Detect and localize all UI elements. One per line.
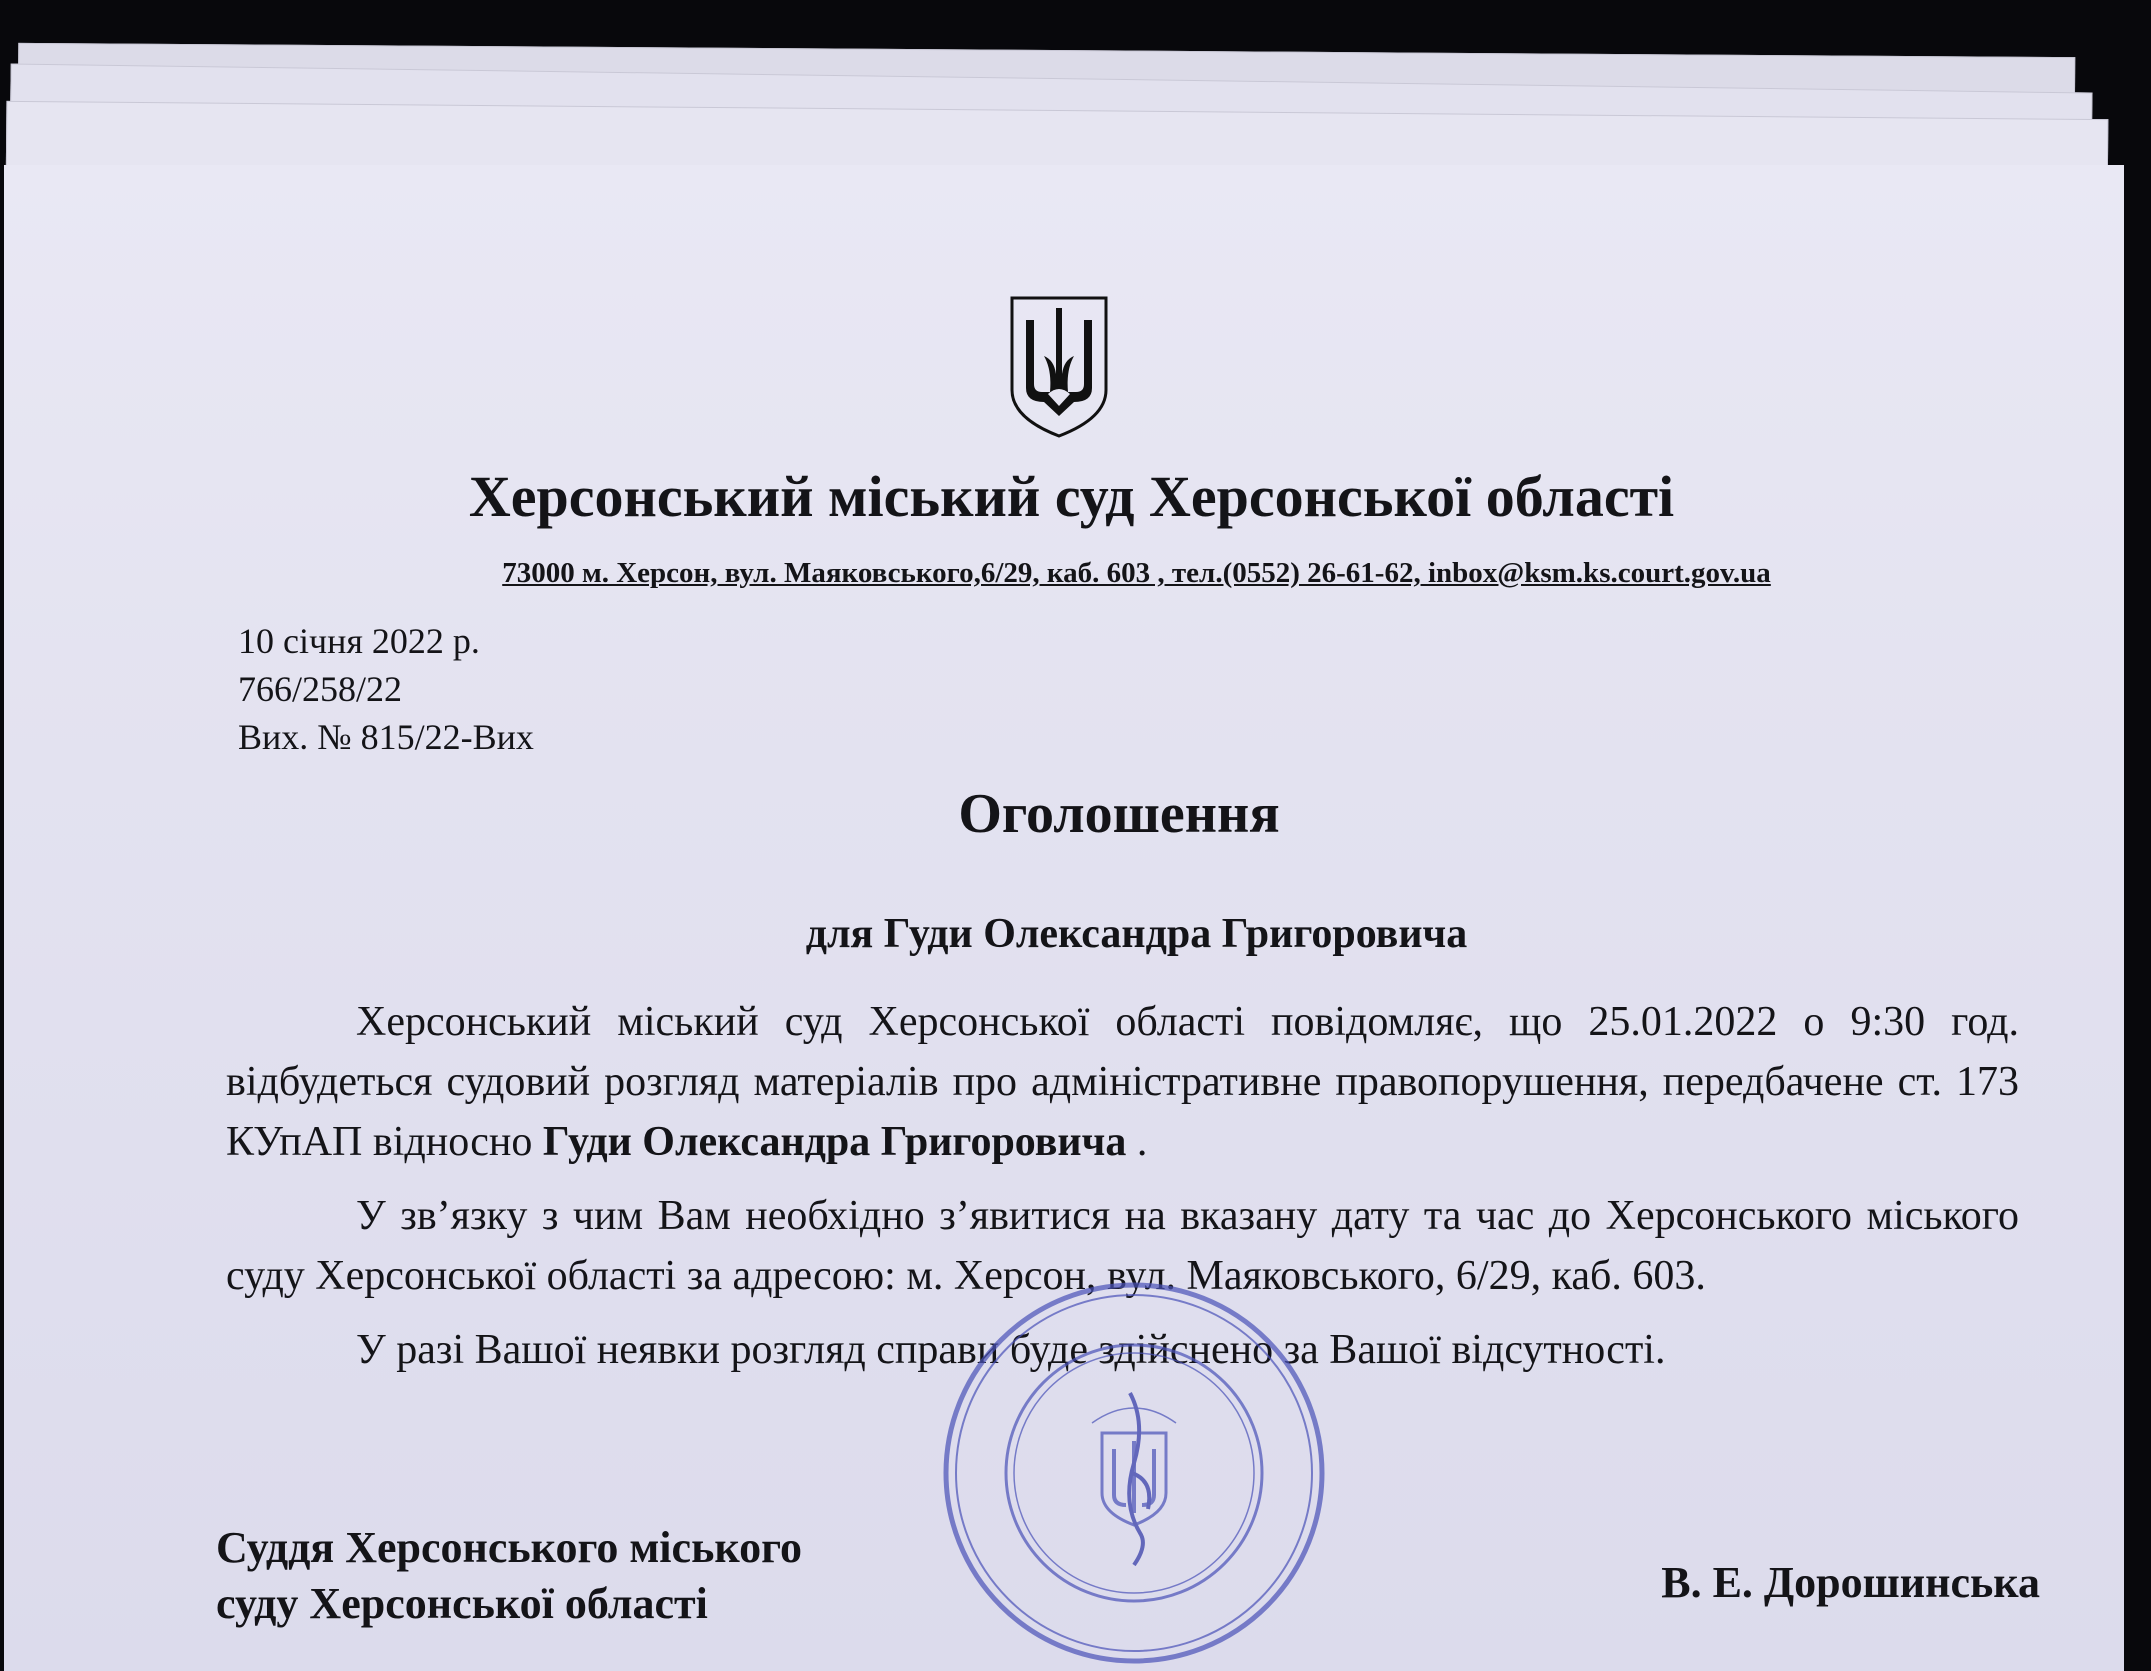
judge-name: В. Е. Дорошинська — [1661, 1558, 2040, 1607]
court-address-line: 73000 м. Херсон, вул. Маяковського,6/29, каб. 603 , тел.(0552) 26-61-62, inbox@ksm.ks.court.gov.ua — [502, 557, 1771, 589]
paragraph-appearance: У зв’язку з чим Вам необхідно з’явитися на вказану дату та час до Херсонського міського суду Херсонської області за адресою: м. Херсон, вул. Маяковського, 6/29, каб. 603. — [226, 1193, 2019, 1299]
court-name-heading: Херсонський міський суд Херсонської області — [468, 464, 1675, 529]
signature-title — [216, 1520, 802, 1632]
notice-heading: Оголошення — [958, 783, 1280, 845]
outgoing-number: Вих. № 815/22-Вих — [238, 717, 534, 757]
paragraph-absence: У разі Вашої неявки розгляд справи буде здійснено за Вашої відсутності. — [356, 1327, 1666, 1373]
signature-title-line2: суду Херсонської області — [216, 1579, 708, 1628]
paragraph-hearing-text: Херсонський міський суд Херсонської області повідомляє, що 25.01.2022 о 9:30 год. відбудеться судовий розгляд матеріалів про адміністративне правопорушення, передбачене ст. 173 КУпАП відносно — [226, 999, 2019, 1165]
court-seal-stamp — [934, 1273, 1334, 1671]
case-number: 766/258/22 — [238, 669, 403, 709]
document-meta — [238, 617, 534, 761]
notice-recipient: для Гуди Олександра Григоровича — [805, 911, 1468, 957]
signature-title-line1: Суддя Херсонського міського — [216, 1523, 802, 1572]
paragraph-hearing — [226, 992, 2019, 1172]
court-notice-page — [4, 165, 2124, 1671]
paragraph-hearing-end: . — [1126, 1119, 1148, 1165]
document-date: 10 січня 2022 р. — [238, 621, 480, 661]
defendant-name: Гуди Олександра Григоровича — [542, 1119, 1127, 1165]
coat-of-arms-icon — [1004, 290, 1114, 440]
